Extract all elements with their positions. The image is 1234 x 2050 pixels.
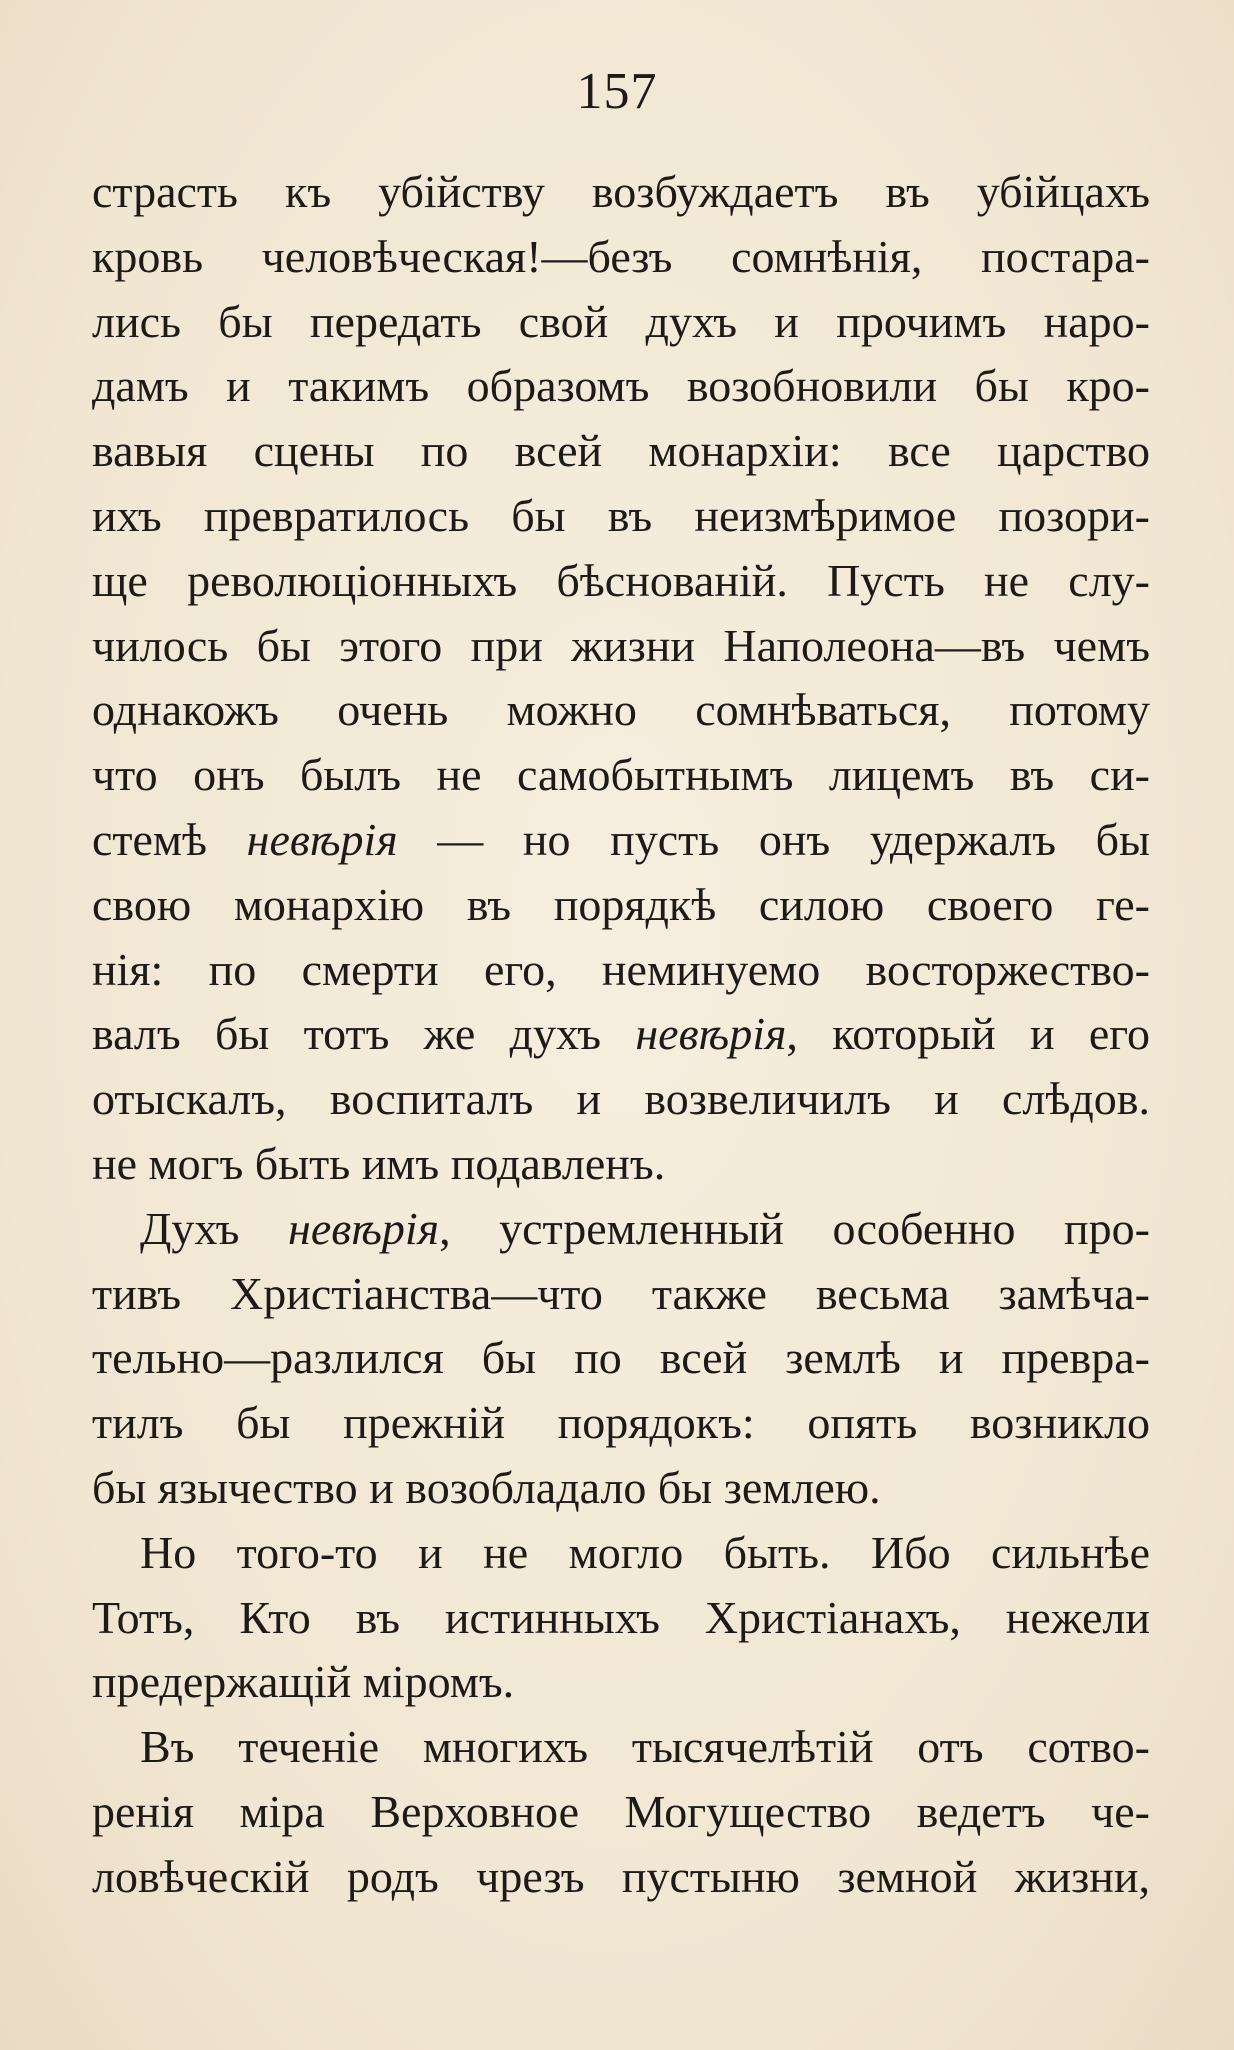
paragraph-start-line: Въ теченіе многихъ тысячелѣтій отъ сотво- [140, 1721, 1150, 1773]
text-line: что онъ былъ не самобытнымъ лицемъ въ си- [92, 749, 1150, 801]
text-line: дамъ и такимъ образомъ возобновили бы кро- [92, 360, 1150, 412]
text-line: однакожъ очень можно сомнѣваться, потому [92, 684, 1150, 736]
text-line: ихъ превратилось бы въ неизмѣримое позори- [92, 489, 1150, 541]
text-line: Тотъ, Кто въ истинныхъ Христіанахъ, нежели [92, 1591, 1150, 1643]
text-run: стемѣ [92, 813, 247, 865]
italic-word: невѣрія [635, 1008, 787, 1060]
paragraph-end-line: бы язычество и возобладало бы землею. [92, 1461, 881, 1513]
text-line: ще революціонныхъ бѣснованій. Пусть не слу- [92, 554, 1150, 606]
text-line: ловѣческій родъ чрезъ пустыню земной жизни, [92, 1850, 1150, 1902]
text-line [92, 808, 1150, 873]
text-line: кровь человѣческая!—безъ сомнѣнія, постара- [92, 230, 1150, 282]
text-line [92, 1002, 1150, 1067]
text-line: страсть къ убійству возбуждаетъ въ убійцахъ [92, 166, 1150, 217]
page-number: 157 [576, 63, 658, 120]
text-line: свою монархію въ порядкѣ силою своего ге- [92, 878, 1150, 930]
paragraph-start-line [92, 1197, 1150, 1262]
body-text [92, 160, 1150, 1910]
text-line: чилось бы этого при жизни Наполеона—въ чемъ [92, 619, 1150, 671]
text-line: ренія міра Верховное Могущество ведетъ че- [92, 1785, 1150, 1837]
text-line: тельно—разлился бы по всей землѣ и превра- [92, 1332, 1150, 1384]
text-line: лись бы передать свой духъ и прочимъ наро- [92, 295, 1150, 347]
text-line: тивъ Христіанства—что также весьма замѣча- [92, 1267, 1150, 1319]
text-line: вавыя сцены по всей монархіи: все царство [92, 425, 1150, 477]
italic-word: невѣрія [288, 1202, 440, 1254]
text-run: — но пусть онъ удержалъ бы [397, 813, 1150, 865]
text-run: , который и его [786, 1008, 1150, 1060]
text-run: , устремленный особенно про- [439, 1202, 1150, 1254]
text-line: отыскалъ, воспиталъ и возвеличилъ и слѣдов. [92, 1073, 1150, 1125]
text-run: валъ бы тотъ же духъ [92, 1008, 636, 1060]
italic-word: невѣрія [246, 813, 398, 865]
paragraph-start-line: Но того-то и не могло быть. Ибо сильнѣе [140, 1526, 1150, 1578]
text-line: тилъ бы прежній порядокъ: опять возникло [92, 1397, 1150, 1449]
paragraph-end-line: не могъ быть имъ подавленъ. [92, 1137, 666, 1189]
paragraph-end-line: предержащій міромъ. [92, 1656, 515, 1708]
text-line: нія: по смерти его, неминуемо восторжество- [92, 943, 1150, 995]
text-run: Духъ [140, 1202, 288, 1254]
